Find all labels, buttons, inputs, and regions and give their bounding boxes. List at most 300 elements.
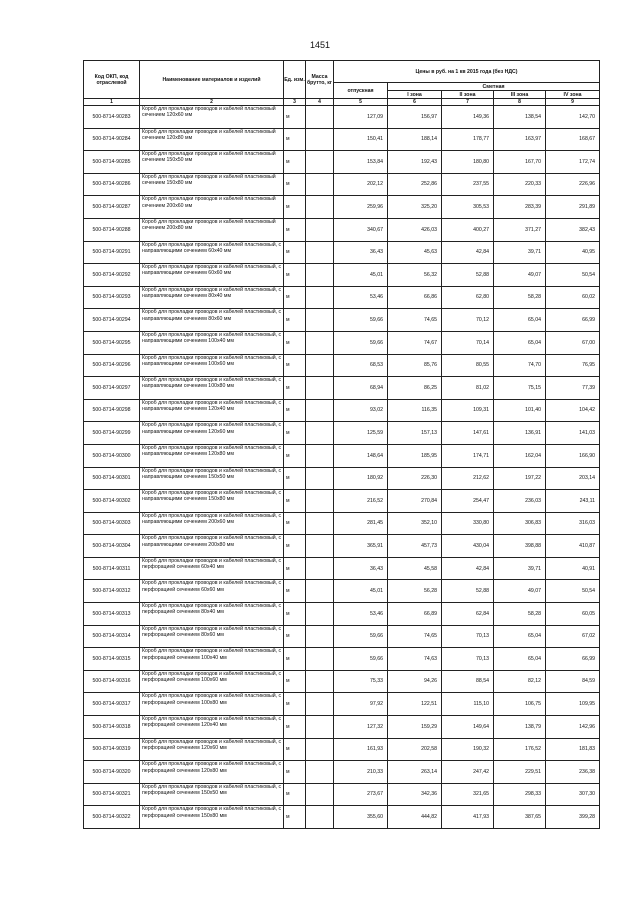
column-number: 7	[442, 99, 494, 106]
column-number: 4	[306, 99, 334, 106]
item-mass	[306, 648, 334, 671]
item-code: 500-8714-90303	[84, 512, 140, 535]
price-zone-2: 174,71	[442, 444, 494, 467]
price-release: 210,33	[334, 761, 388, 784]
table-row	[84, 309, 600, 332]
column-number: 1	[84, 99, 140, 106]
price-zone-1: 325,20	[388, 196, 442, 219]
item-code: 500-8714-90311	[84, 557, 140, 580]
price-zone-4: 399,28	[546, 806, 600, 829]
item-name: Короб для прокладки проводов и кабелей пластиковый, с перфорацией сечением 120х80 мм	[140, 761, 284, 784]
table-row	[84, 625, 600, 648]
price-zone-1: 444,82	[388, 806, 442, 829]
price-zone-4: 181,83	[546, 738, 600, 761]
price-release: 202,12	[334, 173, 388, 196]
price-zone-4: 141,03	[546, 422, 600, 445]
item-unit: м	[284, 309, 306, 332]
item-mass	[306, 173, 334, 196]
item-unit: м	[284, 761, 306, 784]
price-release: 150,41	[334, 128, 388, 151]
item-unit: м	[284, 490, 306, 513]
price-zone-2: 81,02	[442, 377, 494, 400]
item-code: 500-8714-90322	[84, 806, 140, 829]
price-release: 53,46	[334, 286, 388, 309]
price-release: 59,66	[334, 331, 388, 354]
item-mass	[306, 151, 334, 174]
table-row	[84, 670, 600, 693]
item-code: 500-8714-90285	[84, 151, 140, 174]
table-row	[84, 444, 600, 467]
price-zone-3: 65,04	[494, 648, 546, 671]
item-name: Короб для прокладки проводов и кабелей пластиковый, с перфорацией сечением 120х40 мм	[140, 716, 284, 739]
item-name: Короб для прокладки проводов и кабелей пластиковый, с перфорацией сечением 80х40 мм	[140, 603, 284, 626]
item-mass	[306, 354, 334, 377]
price-zone-1: 226,30	[388, 467, 442, 490]
item-name: Короб для прокладки проводов и кабелей пластиковый, с направляющими сечением 100х40 мм	[140, 331, 284, 354]
item-code: 500-8714-90316	[84, 670, 140, 693]
item-code: 500-8714-90288	[84, 218, 140, 241]
price-release: 68,94	[334, 377, 388, 400]
item-code: 500-8714-90302	[84, 490, 140, 513]
table-row	[84, 738, 600, 761]
header-mass: Масса брутто, кг	[306, 61, 334, 99]
item-code: 500-8714-90312	[84, 580, 140, 603]
price-release: 259,96	[334, 196, 388, 219]
price-zone-4: 50,54	[546, 264, 600, 287]
table-row	[84, 151, 600, 174]
table-row	[84, 173, 600, 196]
item-code: 500-8714-90294	[84, 309, 140, 332]
item-unit: м	[284, 354, 306, 377]
item-unit: м	[284, 444, 306, 467]
table-row	[84, 399, 600, 422]
price-zone-3: 298,33	[494, 783, 546, 806]
table-row	[84, 806, 600, 829]
price-release: 97,92	[334, 693, 388, 716]
price-zone-1: 270,84	[388, 490, 442, 513]
item-code: 500-8714-90319	[84, 738, 140, 761]
column-number: 2	[140, 99, 284, 106]
price-zone-4: 291,89	[546, 196, 600, 219]
price-zone-2: 115,10	[442, 693, 494, 716]
price-zone-3: 176,52	[494, 738, 546, 761]
price-zone-4: 316,03	[546, 512, 600, 535]
item-name: Короб для прокладки проводов и кабелей пластиковый, с направляющими сечением 120х40 мм	[140, 399, 284, 422]
price-zone-1: 66,89	[388, 603, 442, 626]
table-row	[84, 128, 600, 151]
item-name: Короб для прокладки проводов и кабелей пластиковый, с перфорацией сечением 100х80 мм	[140, 693, 284, 716]
price-zone-3: 65,04	[494, 625, 546, 648]
item-code: 500-8714-90317	[84, 693, 140, 716]
column-numbers-row	[84, 99, 600, 106]
price-zone-2: 52,88	[442, 580, 494, 603]
item-name: Короб для прокладки проводов и кабелей пластиковый, с направляющими сечением 80х40 мм	[140, 286, 284, 309]
price-zone-2: 430,04	[442, 535, 494, 558]
header-zone-4: IV зона	[546, 91, 600, 99]
price-zone-1: 74,65	[388, 309, 442, 332]
item-name: Короб для прокладки проводов и кабелей пластиковый, с перфорацией сечением 60х40 мм	[140, 557, 284, 580]
price-release: 68,53	[334, 354, 388, 377]
item-mass	[306, 241, 334, 264]
table-row	[84, 286, 600, 309]
price-release: 148,64	[334, 444, 388, 467]
column-number: 5	[334, 99, 388, 106]
price-zone-4: 67,02	[546, 625, 600, 648]
price-zone-3: 136,91	[494, 422, 546, 445]
price-zone-1: 157,13	[388, 422, 442, 445]
item-mass	[306, 422, 334, 445]
price-zone-1: 74,63	[388, 648, 442, 671]
table-row	[84, 377, 600, 400]
item-code: 500-8714-90293	[84, 286, 140, 309]
price-zone-3: 106,75	[494, 693, 546, 716]
price-zone-2: 400,27	[442, 218, 494, 241]
item-code: 500-8714-90291	[84, 241, 140, 264]
price-zone-2: 42,84	[442, 241, 494, 264]
table-row	[84, 196, 600, 219]
price-zone-2: 42,84	[442, 557, 494, 580]
price-zone-4: 104,42	[546, 399, 600, 422]
item-mass	[306, 580, 334, 603]
item-name: Короб для прокладки проводов и кабелей пластиковый, с перфорацией сечением 100х40 мм	[140, 648, 284, 671]
header-code: Код ОКП, код отраслевой	[84, 61, 140, 99]
table-row	[84, 422, 600, 445]
item-name: Короб для прокладки проводов и кабелей пластиковый, с перфорацией сечением 80х60 мм	[140, 625, 284, 648]
item-name: Короб для прокладки проводов и кабелей пластиковый сечением 200х80 мм	[140, 218, 284, 241]
item-code: 500-8714-90315	[84, 648, 140, 671]
item-code: 500-8714-90298	[84, 399, 140, 422]
price-zone-1: 94,26	[388, 670, 442, 693]
price-zone-1: 352,10	[388, 512, 442, 535]
price-zone-3: 101,40	[494, 399, 546, 422]
price-zone-2: 70,13	[442, 648, 494, 671]
item-name: Короб для прокладки проводов и кабелей пластиковый, с перфорацией сечением 150х80 мм	[140, 806, 284, 829]
price-zone-4: 109,95	[546, 693, 600, 716]
price-zone-4: 67,00	[546, 331, 600, 354]
item-mass	[306, 399, 334, 422]
item-mass	[306, 625, 334, 648]
item-mass	[306, 512, 334, 535]
page-number: 1451	[309, 40, 331, 50]
price-release: 59,66	[334, 648, 388, 671]
price-zone-1: 263,14	[388, 761, 442, 784]
price-zone-3: 163,97	[494, 128, 546, 151]
item-unit: м	[284, 738, 306, 761]
item-name: Короб для прокладки проводов и кабелей пластиковый сечением 150х80 мм	[140, 173, 284, 196]
item-mass	[306, 309, 334, 332]
price-zone-4: 172,74	[546, 151, 600, 174]
price-release: 281,45	[334, 512, 388, 535]
price-zone-3: 283,39	[494, 196, 546, 219]
price-zone-2: 321,65	[442, 783, 494, 806]
price-zone-2: 52,88	[442, 264, 494, 287]
item-mass	[306, 444, 334, 467]
item-name: Короб для прокладки проводов и кабелей пластиковый, с направляющими сечением 120х80 мм	[140, 444, 284, 467]
price-zone-3: 65,04	[494, 309, 546, 332]
price-zone-3: 229,51	[494, 761, 546, 784]
table-row	[84, 512, 600, 535]
price-zone-1: 122,51	[388, 693, 442, 716]
item-mass	[306, 693, 334, 716]
price-zone-3: 75,15	[494, 377, 546, 400]
item-name: Короб для прокладки проводов и кабелей пластиковый, с направляющими сечением 200х60 мм	[140, 512, 284, 535]
price-zone-4: 307,30	[546, 783, 600, 806]
item-mass	[306, 783, 334, 806]
price-zone-1: 342,36	[388, 783, 442, 806]
item-code: 500-8714-90314	[84, 625, 140, 648]
price-zone-3: 371,27	[494, 218, 546, 241]
price-release: 93,02	[334, 399, 388, 422]
table-row	[84, 603, 600, 626]
column-number: 8	[494, 99, 546, 106]
table-row	[84, 241, 600, 264]
item-unit: м	[284, 512, 306, 535]
price-zone-3: 306,83	[494, 512, 546, 535]
price-zone-3: 82,12	[494, 670, 546, 693]
price-release: 355,60	[334, 806, 388, 829]
price-zone-4: 84,59	[546, 670, 600, 693]
price-zone-4: 243,11	[546, 490, 600, 513]
column-number: 9	[546, 99, 600, 106]
price-zone-1: 159,29	[388, 716, 442, 739]
header-estimate: Сметная	[388, 83, 600, 91]
item-unit: м	[284, 331, 306, 354]
price-release: 365,91	[334, 535, 388, 558]
price-release: 36,43	[334, 557, 388, 580]
price-zone-1: 116,35	[388, 399, 442, 422]
item-code: 500-8714-90297	[84, 377, 140, 400]
item-code: 500-8714-90301	[84, 467, 140, 490]
price-zone-4: 40,91	[546, 557, 600, 580]
item-unit: м	[284, 603, 306, 626]
item-mass	[306, 106, 334, 129]
price-zone-3: 236,03	[494, 490, 546, 513]
item-unit: м	[284, 286, 306, 309]
price-release: 75,33	[334, 670, 388, 693]
price-zone-2: 180,80	[442, 151, 494, 174]
price-zone-3: 220,33	[494, 173, 546, 196]
item-unit: м	[284, 693, 306, 716]
item-name: Короб для прокладки проводов и кабелей пластиковый сечением 200х60 мм	[140, 196, 284, 219]
item-name: Короб для прокладки проводов и кабелей пластиковый, с направляющими сечением 200х80 мм	[140, 535, 284, 558]
price-zone-3: 58,28	[494, 603, 546, 626]
item-mass	[306, 377, 334, 400]
price-zone-1: 74,65	[388, 625, 442, 648]
item-mass	[306, 738, 334, 761]
price-zone-2: 212,62	[442, 467, 494, 490]
price-zone-1: 185,95	[388, 444, 442, 467]
item-name: Короб для прокладки проводов и кабелей пластиковый, с направляющими сечением 60х60 мм	[140, 264, 284, 287]
price-zone-1: 202,58	[388, 738, 442, 761]
price-zone-3: 74,70	[494, 354, 546, 377]
item-unit: м	[284, 557, 306, 580]
table-row	[84, 783, 600, 806]
price-zone-1: 426,03	[388, 218, 442, 241]
price-release: 127,09	[334, 106, 388, 129]
item-unit: м	[284, 218, 306, 241]
item-unit: м	[284, 151, 306, 174]
price-zone-1: 56,28	[388, 580, 442, 603]
item-code: 500-8714-90287	[84, 196, 140, 219]
item-name: Короб для прокладки проводов и кабелей пластиковый, с направляющими сечением 100х80 мм	[140, 377, 284, 400]
item-unit: м	[284, 422, 306, 445]
item-mass	[306, 218, 334, 241]
item-unit: м	[284, 580, 306, 603]
price-zone-2: 190,32	[442, 738, 494, 761]
price-zone-2: 147,61	[442, 422, 494, 445]
table-row	[84, 580, 600, 603]
price-zone-3: 39,71	[494, 557, 546, 580]
item-code: 500-8714-90286	[84, 173, 140, 196]
item-unit: м	[284, 241, 306, 264]
item-name: Короб для прокладки проводов и кабелей пластиковый, с направляющими сечением 150х50 мм	[140, 467, 284, 490]
price-zone-2: 149,36	[442, 106, 494, 129]
item-unit: м	[284, 173, 306, 196]
price-release: 59,66	[334, 309, 388, 332]
header-zone-3: III зона	[494, 91, 546, 99]
item-mass	[306, 806, 334, 829]
item-mass	[306, 286, 334, 309]
table-row	[84, 331, 600, 354]
item-mass	[306, 264, 334, 287]
price-zone-4: 236,38	[546, 761, 600, 784]
item-mass	[306, 716, 334, 739]
table-row	[84, 467, 600, 490]
price-zone-2: 178,77	[442, 128, 494, 151]
price-zone-3: 65,04	[494, 331, 546, 354]
price-zone-2: 70,12	[442, 309, 494, 332]
price-zone-3: 162,04	[494, 444, 546, 467]
price-zone-4: 66,99	[546, 309, 600, 332]
item-mass	[306, 761, 334, 784]
item-name: Короб для прокладки проводов и кабелей пластиковый, с направляющими сечением 120х60 мм	[140, 422, 284, 445]
item-code: 500-8714-90320	[84, 761, 140, 784]
item-unit: м	[284, 264, 306, 287]
price-zone-4: 382,43	[546, 218, 600, 241]
item-name: Короб для прокладки проводов и кабелей пластиковый, с перфорацией сечением 150х50 мм	[140, 783, 284, 806]
price-zone-1: 45,63	[388, 241, 442, 264]
item-name: Короб для прокладки проводов и кабелей пластиковый, с перфорацией сечением 60х60 мм	[140, 580, 284, 603]
price-zone-1: 457,73	[388, 535, 442, 558]
table-row	[84, 354, 600, 377]
item-name: Короб для прокладки проводов и кабелей пластиковый, с направляющими сечением 150х80 мм	[140, 490, 284, 513]
price-zone-2: 70,14	[442, 331, 494, 354]
item-name: Короб для прокладки проводов и кабелей пластиковый, с направляющими сечением 80х60 мм	[140, 309, 284, 332]
price-zone-4: 76,95	[546, 354, 600, 377]
price-release: 59,66	[334, 625, 388, 648]
table-row	[84, 716, 600, 739]
item-name: Короб для прокладки проводов и кабелей пластиковый сечением 120х60 мм	[140, 106, 284, 129]
table-row	[84, 490, 600, 513]
item-mass	[306, 331, 334, 354]
price-zone-4: 166,90	[546, 444, 600, 467]
item-unit: м	[284, 535, 306, 558]
price-zone-4: 203,14	[546, 467, 600, 490]
price-zone-1: 85,76	[388, 354, 442, 377]
item-unit: м	[284, 648, 306, 671]
header-price-group: Цены в руб. на 1 кв 2015 года (без НДС)	[334, 61, 600, 83]
price-zone-2: 237,55	[442, 173, 494, 196]
item-unit: м	[284, 783, 306, 806]
price-zone-2: 254,47	[442, 490, 494, 513]
price-release: 127,32	[334, 716, 388, 739]
item-unit: м	[284, 625, 306, 648]
price-release: 153,84	[334, 151, 388, 174]
item-mass	[306, 128, 334, 151]
price-zone-4: 60,05	[546, 603, 600, 626]
price-zone-2: 62,84	[442, 603, 494, 626]
table-row	[84, 761, 600, 784]
item-unit: м	[284, 399, 306, 422]
price-release: 45,01	[334, 580, 388, 603]
price-zone-3: 197,22	[494, 467, 546, 490]
header-release: отпускная	[334, 83, 388, 99]
item-name: Короб для прокладки проводов и кабелей пластиковый, с перфорацией сечением 120х60 мм	[140, 738, 284, 761]
item-unit: м	[284, 467, 306, 490]
item-mass	[306, 557, 334, 580]
item-code: 500-8714-90299	[84, 422, 140, 445]
price-zone-3: 138,54	[494, 106, 546, 129]
item-unit: м	[284, 806, 306, 829]
item-code: 500-8714-90295	[84, 331, 140, 354]
price-zone-2: 70,13	[442, 625, 494, 648]
header-zone-1: I зона	[388, 91, 442, 99]
price-zone-4: 226,96	[546, 173, 600, 196]
price-zone-2: 88,54	[442, 670, 494, 693]
item-name: Короб для прокладки проводов и кабелей пластиковый сечением 120х80 мм	[140, 128, 284, 151]
price-zone-2: 305,53	[442, 196, 494, 219]
price-zone-2: 109,31	[442, 399, 494, 422]
price-zone-3: 387,65	[494, 806, 546, 829]
price-zone-3: 49,07	[494, 264, 546, 287]
price-zone-3: 398,88	[494, 535, 546, 558]
header-zone-2: II зона	[442, 91, 494, 99]
table-row	[84, 106, 600, 129]
price-zone-4: 60,02	[546, 286, 600, 309]
price-zone-3: 138,79	[494, 716, 546, 739]
price-zone-4: 168,67	[546, 128, 600, 151]
price-table	[83, 60, 600, 829]
item-code: 500-8714-90304	[84, 535, 140, 558]
price-release: 161,93	[334, 738, 388, 761]
header-unit: Ед. изм.	[284, 61, 306, 99]
price-release: 340,67	[334, 218, 388, 241]
price-release: 36,43	[334, 241, 388, 264]
item-code: 500-8714-90313	[84, 603, 140, 626]
item-unit: м	[284, 106, 306, 129]
price-zone-1: 66,86	[388, 286, 442, 309]
price-zone-2: 62,80	[442, 286, 494, 309]
item-mass	[306, 467, 334, 490]
item-name: Короб для прокладки проводов и кабелей пластиковый сечением 150х50 мм	[140, 151, 284, 174]
item-code: 500-8714-90321	[84, 783, 140, 806]
price-release: 216,52	[334, 490, 388, 513]
price-zone-1: 86,25	[388, 377, 442, 400]
price-zone-1: 192,43	[388, 151, 442, 174]
price-zone-2: 247,42	[442, 761, 494, 784]
price-zone-4: 77,39	[546, 377, 600, 400]
price-zone-1: 252,86	[388, 173, 442, 196]
item-code: 500-8714-90292	[84, 264, 140, 287]
item-unit: м	[284, 670, 306, 693]
price-zone-3: 49,07	[494, 580, 546, 603]
item-name: Короб для прокладки проводов и кабелей пластиковый, с направляющими сечением 100х60 мм	[140, 354, 284, 377]
item-name: Короб для прокладки проводов и кабелей пластиковый, с перфорацией сечением 100х60 мм	[140, 670, 284, 693]
price-zone-1: 74,67	[388, 331, 442, 354]
header-name: Наименование материалов и изделий	[140, 61, 284, 99]
price-zone-2: 149,64	[442, 716, 494, 739]
item-code: 500-8714-90284	[84, 128, 140, 151]
